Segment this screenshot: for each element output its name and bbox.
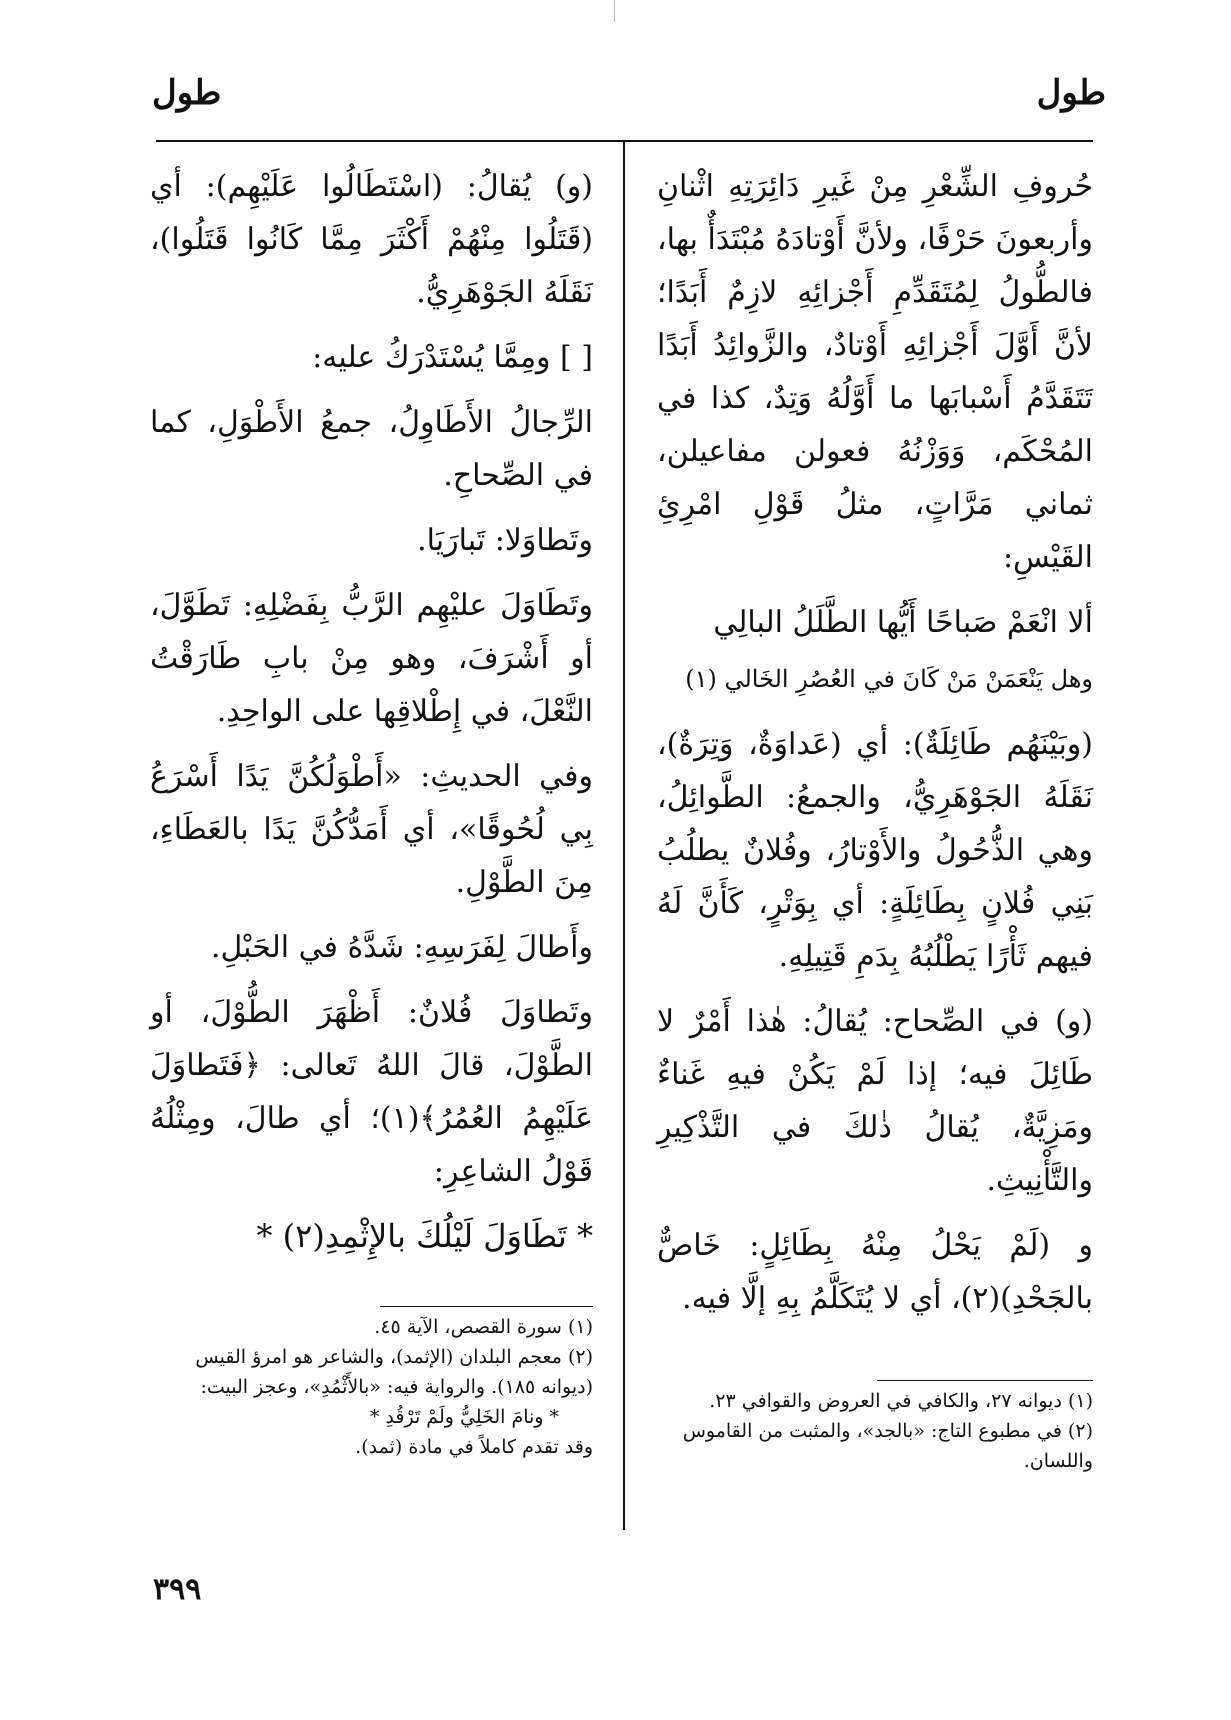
right-column — [657, 160, 1093, 1337]
running-head-left: طول — [152, 73, 222, 113]
entry-paragraph: وتَطاوَلا: تَبارَيَا. — [417, 523, 593, 558]
entry-paragraph: وتَطَاوَلَ عليْهِم الرَّبُّ بِفَضْلِهِ: تَطَوَّلَ، أو أَشْرَفَ، وهو مِنْ بابِ طَارَقْتُ النَّعْلَ، في إِطْلاقِها على الواحِدِ. — [150, 588, 593, 729]
column-divider — [623, 140, 625, 1530]
scan-mark — [614, 0, 615, 22]
entry-paragraph: و (لَمْ يَحْلُ مِنْهُ بِطَائِلٍ: خَاصٌّ بالجَحْدِ)(٢)، أي لا يُتَكَلَّمُ بِهِ إلَّا فيه. — [657, 1228, 1093, 1316]
entry-paragraph: (وبَيْنَهُم طَائِلَةٌ): أي (عَداوَةٌ، وَتِرَةٌ)، نَقَلَهُ الجَوْهَرِيُّ، والجمعُ: الطَّوائِلُ، وهي الذُّحُولُ والأَوْتارُ، وفُلانٌ يطلُبُ بَنِي فُلانٍ بِطَائِلَةٍ: أي بِوَتْرٍ، كَأَنَّ لَهُ فيهم ثَأْرًا يَطْلُبُهُ بِدَمِ قَتِيلِهِ. — [657, 727, 1093, 974]
entry-paragraph: (و) يُقالُ: (اسْتَطَالُوا عَلَيْهِم): أي (قَتَلُوا مِنْهُمْ أَكْثَرَ مِمَّا كَانُوا قَتَلُوا)، نَقَلَهُ الجَوْهَرِيُّ. — [150, 169, 593, 310]
footnote: (١) ديوانه ٢٧، والكافي في العروض والقوافي ٢٣. — [709, 1390, 1093, 1412]
footnote: (١) سورة القصص، الآية ٤٥. — [374, 1316, 593, 1338]
page-number: ٣٩٩ — [153, 1572, 202, 1607]
entry-paragraph: (و) في الصِّحاح: يُقالُ: هٰذا أَمْرٌ لا طَائِلَ فيه؛ إذا لَمْ يَكُنْ فيهِ غَناءٌ ومَزِيَّةٌ، يُقالُ ذٰلكَ في التَّذْكِيرِ والتَّأْنِيثِ. — [657, 1004, 1093, 1198]
footnote: وقد تقدم كاملاً في مادة (ثمد). — [355, 1436, 593, 1458]
verse-line: ألا انْعَمْ صَباحًا أَيُّها الطَّلَلُ البالِي — [713, 605, 1093, 640]
footnote: (٢) في مطبوع التاج: «بالجد»، والمثبت من القاموس واللسان. — [682, 1420, 1093, 1472]
entry-paragraph: وأَطالَ لِفَرَسِهِ: شَدَّهُ في الحَبْلِ. — [210, 930, 593, 965]
running-head-right: طول — [1036, 73, 1106, 113]
entry-paragraph: الرِّجالُ الأَطَاوِلُ، جمعُ الأَطْوَلِ، كما في الصِّحاحِ. — [150, 405, 593, 493]
left-footnotes — [150, 1312, 593, 1462]
entry-paragraph: حُروفِ الشِّعْرِ مِنْ غَيرِ دَائِرَتِهِ اثْنانِ وأربعونَ حَرْفًا، ولأنَّ أَوْتادَهُ مُبْتَدَأٌ بها، فالطُّولُ لِمُتَقَدِّمِ أَجْزائِهِ لازِمٌ أَبَدًا؛ لأنَّ أَوَّلَ أَجْزائِهِ أَوْتادٌ، والزَّوائِدُ أَبَدًا تَتَقَدَّمُ أَسْبابَها ما أَوَّلُهُ وَتِدٌ، كذا في المُحْكَم، وَوَزْنُهُ فعولن مفاعيلن، ثماني مَرَّاتٍ، مثلُ قَوْلِ امْرِئِ القَيْسِ: — [657, 169, 1093, 575]
footnote: (٢) معجم البلدان (الإثمد)، والشاعر هو امرؤ القيس (ديوانه ١٨٥). والرواية فيه: «بالأَثْمُدِ»، وعجز البيت: — [195, 1346, 593, 1398]
right-footnotes — [657, 1386, 1093, 1476]
left-column — [150, 160, 593, 1263]
entry-paragraph: [ ] ومِمَّا يُسْتَدْرَكُ عليه: — [312, 340, 593, 375]
footnote-rule-right — [877, 1380, 1093, 1381]
entry-paragraph: وفي الحديثِ: «أَطْوَلُكُنَّ يَدًا أَسْرَعُ بِي لُحُوقًا»، أي أَمَدُّكُنَّ يَدًا بالعَطَاءِ، مِنَ الطَّوْلِ. — [150, 759, 593, 900]
verse-line: * تَطَاوَلَ لَيْلُكَ بالإِثْمِدِ(٢) * — [256, 1217, 593, 1255]
entry-paragraph: وتَطاوَلَ فُلانٌ: أَظْهَرَ الطُّوْلَ، أو الطَّوْلَ، قالَ اللهُ تَعالى: ﴿فَتَطاوَلَ عَلَيْهِمُ العُمُرُ﴾(١)؛ أي طالَ، ومِثْلُهُ قَوْلُ الشاعِرِ: — [150, 995, 593, 1189]
verse-line: وهل يَنْعَمَنْ مَنْ كَانَ في العُصُرِ الخَالي (١) — [685, 665, 1093, 693]
footnote-rule-left — [380, 1306, 593, 1307]
footnote-verse: * ونامَ الخَلِيُّ ولَمْ تَرْقُدِ * — [369, 1406, 559, 1428]
